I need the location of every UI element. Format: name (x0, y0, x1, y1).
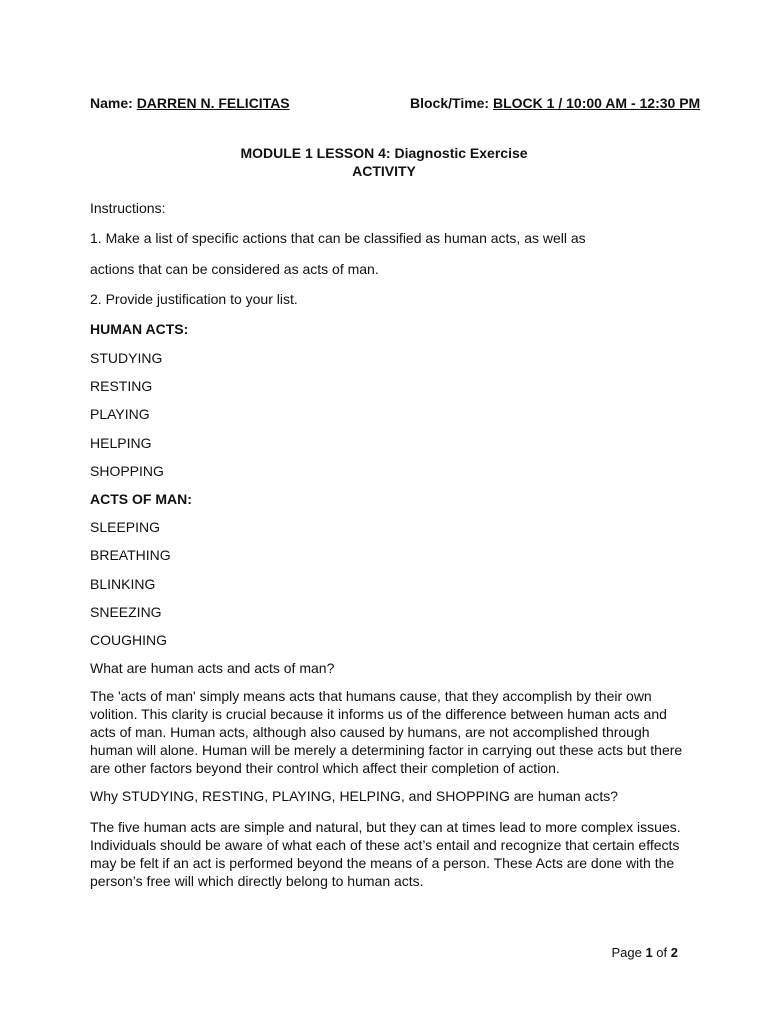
list-item: BLINKING (90, 576, 156, 592)
instruction-1-line-1: 1. Make a list of specific actions that can be classified as human acts, as well as (90, 230, 586, 246)
list-item: SHOPPING (90, 463, 164, 479)
page-number (611, 945, 678, 960)
human-acts-heading: HUMAN ACTS: (90, 321, 189, 337)
page-word: Page (611, 945, 642, 960)
module-title: MODULE 1 LESSON 4: Diagnostic Exercise (240, 145, 528, 161)
page-current: 1 (645, 945, 653, 960)
block-time-label: Block/Time: (410, 95, 490, 111)
list-item: PLAYING (90, 406, 150, 422)
instructions-heading: Instructions: (90, 200, 166, 216)
page-total: 2 (670, 945, 678, 960)
question-1: What are human acts and acts of man? (90, 660, 335, 676)
instruction-1-line-2: actions that can be considered as acts of man. (90, 261, 379, 277)
answer-2: The five human acts are simple and natural, but they can at times lead to more complex issues. Individuals should be aware of what each of these act’s entail and recognize that certain effects may be felt if an act is performed beyond the means of a person. These Acts are done with the person’s free will which directly belong to human acts. (90, 819, 681, 889)
of-word: of (656, 945, 668, 960)
name-field (90, 95, 290, 111)
name-label: Name: (90, 95, 133, 111)
acts-of-man-heading: ACTS OF MAN: (90, 491, 192, 507)
block-time-field (410, 95, 700, 111)
list-item: STUDYING (90, 350, 163, 366)
list-item: SLEEPING (90, 519, 161, 535)
list-item: SNEEZING (90, 604, 162, 620)
block-time-value: BLOCK 1 / 10:00 AM - 12:30 PM (493, 95, 701, 111)
answer-1: The 'acts of man' simply means acts that humans cause, that they accomplish by their own volition. This clarity is crucial because it informs us of the difference between human acts and acts of man. Human acts, although also caused by humans, are not accomplished through human will alone. Human will be merely a determining factor in carrying out these acts but there are other factors beyond their control which affect their completion of action. (90, 688, 683, 776)
question-2: Why STUDYING, RESTING, PLAYING, HELPING, and SHOPPING are human acts? (90, 788, 619, 804)
activity-title: ACTIVITY (352, 163, 416, 179)
list-item: BREATHING (90, 547, 171, 563)
list-item: HELPING (90, 435, 152, 451)
list-item: COUGHING (90, 632, 167, 648)
list-item: RESTING (90, 378, 153, 394)
name-value: DARREN N. FELICITAS (136, 95, 290, 111)
instruction-2: 2. Provide justification to your list. (90, 291, 298, 307)
